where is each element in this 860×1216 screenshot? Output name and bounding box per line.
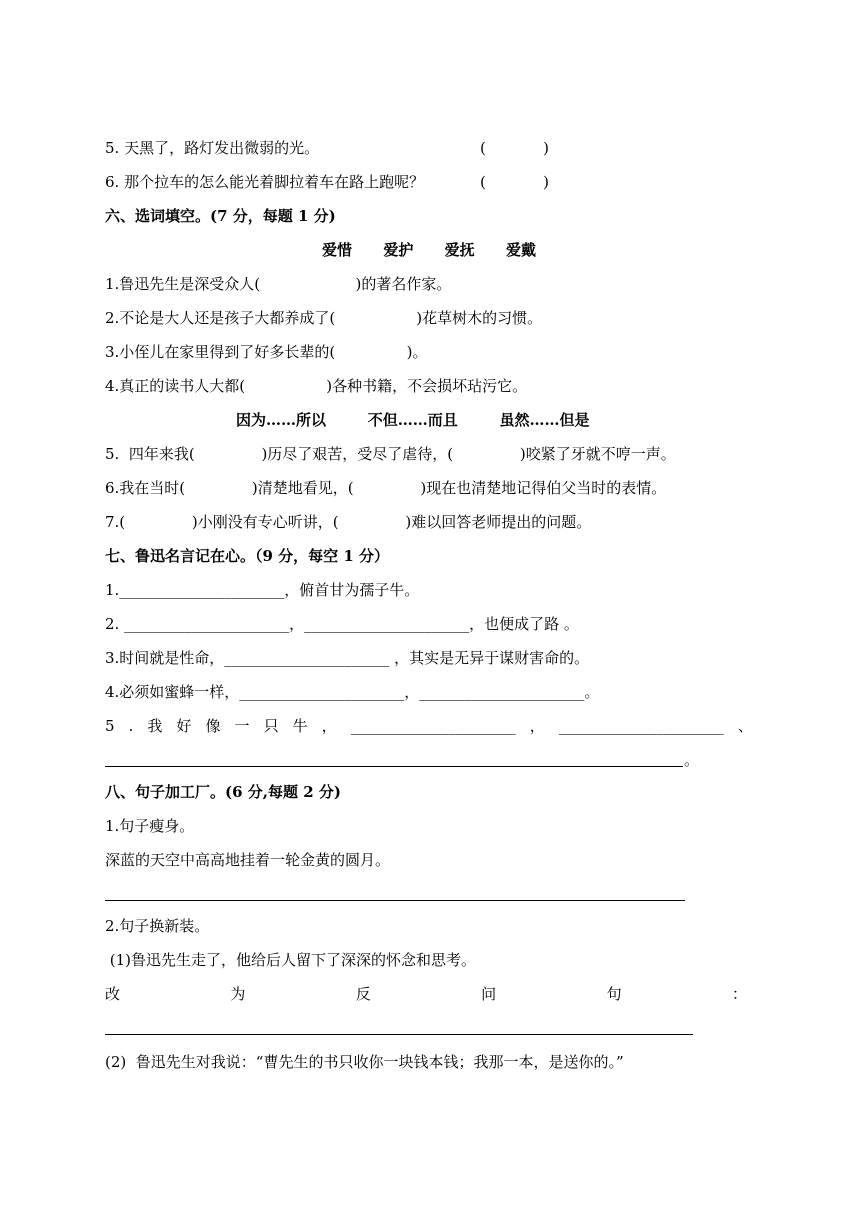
fill-item-1: 1.鲁迅先生是深受众人( )的著名作家。 [105, 275, 452, 293]
quote-5-end-mark: 。 [684, 751, 700, 769]
quote-5-blank[interactable]: ______________________ [350, 717, 516, 735]
quote-5-char: 好 [176, 717, 192, 735]
quote-5-char: 牛 [292, 717, 308, 735]
quote-5-blank[interactable]: ______________________ [558, 717, 724, 735]
instruction-char: 为 [230, 985, 246, 1003]
fill-item-2: 2.不论是大人还是孩子大都养成了( )花草树木的习惯。 [105, 309, 543, 327]
q2-sub2: (2) 鲁迅先生对我说：“曹先生的书只收你一块钱本钱；我那一本，是送你的。” [105, 1053, 624, 1071]
fill-item-4: 4.真正的读书人大都( )各种书籍，不会损坏玷污它。 [105, 377, 528, 395]
instruction-char: 反 [355, 985, 371, 1003]
word-bank-1: 爱惜 爱护 爱抚 爱戴 [322, 241, 536, 259]
judge-item-6-answer[interactable]: ( ) [480, 173, 549, 191]
fill-item-3: 3.小侄儿在家里得到了好多长辈的( )。 [105, 343, 428, 361]
quote-item-4: 4.必须如蜜蜂一样，______________________，______________________。 [105, 683, 600, 701]
quote-5-char: ， [321, 717, 337, 735]
instruction-char: ： [731, 985, 747, 1003]
section-7-heading: 七、鲁迅名言记在心。（9 分，每空 1 分） [105, 547, 390, 565]
quote-5-char: 一 [234, 717, 250, 735]
quote-item-2: 2. ______________________，______________________，也便成了路 。 [105, 615, 579, 633]
quote-5-char: 像 [205, 717, 221, 735]
instruction-char: 问 [481, 985, 497, 1003]
instruction-char: 改 [105, 985, 121, 1003]
fill-item-7: 7.( )小刚没有专心听讲，( )难以回答老师提出的问题。 [105, 513, 592, 531]
quote-5-char: . [128, 717, 134, 735]
judge-item-5: 5. 天黑了，路灯发出微弱的光。 [105, 139, 320, 157]
quote-5-char: 只 [263, 717, 279, 735]
section-8-heading: 八、句子加工厂。(6 分,每题 2 分) [105, 783, 341, 801]
q2-instruction [105, 984, 747, 1004]
quote-5-char: 5 [105, 717, 115, 735]
quote-5-char: 我 [147, 717, 163, 735]
quote-5-char: 、 [737, 717, 753, 735]
judge-item-6: 6. 那个拉车的怎么能光着脚拉着车在路上跑呢？ [105, 173, 425, 191]
quote-5-char: ， [529, 717, 545, 735]
quote-item-3: 3.时间就是性命，______________________ ，其实是无异于谋财害命的。 [105, 649, 590, 667]
q2-sub1: (1)鲁迅先生走了，他给后人留下了深深的怀念和思考。 [105, 951, 477, 969]
q1-title: 1.句子瘦身。 [105, 817, 195, 835]
quote-5-answer-line[interactable] [105, 766, 683, 767]
word-bank-2: 因为……所以 不但……而且 虽然……但是 [236, 411, 590, 429]
quote-item-1: 1.______________________，俯首甘为孺子牛。 [105, 581, 420, 599]
quote-item-5 [105, 716, 753, 736]
judge-item-5-answer[interactable]: ( ) [480, 139, 549, 157]
fill-item-6: 6.我在当时( )清楚地看见，( )现在也清楚地记得伯父当时的表情。 [105, 479, 667, 497]
q1-sentence: 深蓝的天空中高高地挂着一轮金黄的圆月。 [105, 851, 391, 869]
section-6-heading: 六、选词填空。(7 分，每题 1 分) [105, 207, 336, 225]
q2-title: 2.句子换新装。 [105, 917, 210, 935]
fill-item-5: 5. 四年来我( )历尽了艰苦，受尽了虐待，( )咬紧了牙就不哼一声。 [105, 445, 676, 463]
instruction-char: 句 [606, 985, 622, 1003]
q2-answer-line[interactable] [105, 1034, 693, 1035]
q1-answer-line[interactable] [105, 900, 685, 901]
